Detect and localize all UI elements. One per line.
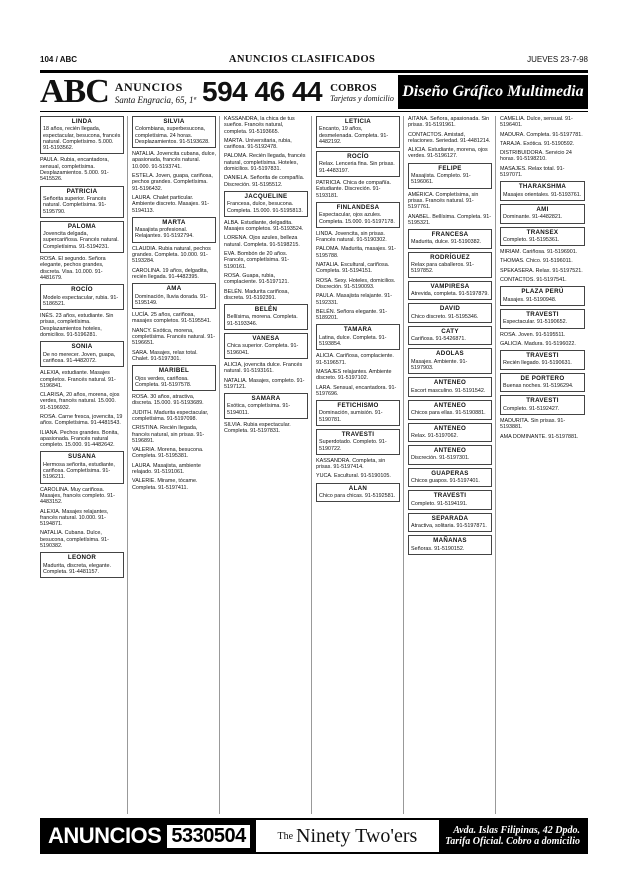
classified-ad-text: Espectacular. 91-5190652. [503, 319, 568, 326]
classified-ad [132, 447, 216, 460]
classified-ad [500, 141, 585, 147]
banner-address: Santa Engracia, 65, 1ª [114, 94, 197, 105]
classified-ad [408, 535, 492, 555]
page-header [40, 52, 588, 66]
classified-ad-heading: MARIBEL [158, 367, 190, 375]
classified-ad-text: Cariñosa. 91-5426871. [411, 336, 466, 343]
classified-ad-text: INÉS. 23 años, estudiante. Sin prisas, completísima. Desplazamientos hoteles, domicilios. 91-5196281. [40, 313, 114, 339]
classified-ad-text: Completo. 91-5194191. [411, 500, 468, 507]
classified-ad [224, 378, 308, 391]
classified-ad [40, 487, 124, 506]
classified-ad-heading: TRAVESTI [433, 492, 467, 500]
classified-ad-text: DANIELA. Señorita de compañía. Discreción. 91-5195512. [224, 175, 305, 188]
classified-ad-heading: PATRICIA [66, 187, 98, 195]
classified-ad-heading: FELIPE [438, 164, 462, 172]
classified-ad [316, 429, 400, 455]
classified-ad [408, 116, 492, 129]
classified-ad [132, 151, 216, 170]
classified-ad-text: ALEXIA, estudiante. Masajes completos. Francés natural. 91-5196841. [40, 370, 116, 389]
classified-ad [40, 157, 124, 182]
classified-ad [316, 385, 400, 398]
classified-ad [408, 513, 492, 533]
classified-ad [132, 268, 216, 281]
classified-ad-heading: SEPARADA [431, 514, 469, 522]
classified-ad-text: EVA. Bombón de 20 años. Francés, completísima. 91-5190161. [224, 251, 290, 270]
classified-ad-text: ALBA. Estudiante, delgadita. Masajes completos. 91-5193524. [224, 219, 304, 233]
classified-ad-text: Chica superior. Completa. 91-5196041. [227, 343, 299, 356]
classified-ad [224, 289, 308, 302]
classified-ad-heading: PLAZA PERÚ [521, 288, 564, 296]
classified-ad-text: Exótica, completísima. 91-5194011. [227, 403, 291, 416]
classified-ad-heading: VAMPIRESA [430, 282, 470, 290]
banner-cobros [330, 82, 394, 103]
classified-ad-heading: FINLANDESA [336, 203, 380, 211]
classified-ad-text: MARTA. Universitaria, rubia, cariñosa. 91-5192478. [224, 137, 292, 151]
classified-ad [224, 138, 308, 151]
classified-ad [224, 153, 308, 172]
classified-ad-heading: VANESA [252, 335, 280, 343]
classified-ad-heading: ALAN [348, 484, 368, 492]
classified-ad [316, 116, 400, 148]
classified-ad-text: ALEXIA. Masajes relajantes, francés natural. 10.000. 91-5194871. [40, 508, 109, 528]
classified-ad-text: SARA. Masajes, relax total. Chalet. 91-5197301. [132, 349, 198, 362]
classified-ad-text: Madurita, dulce. 91-5190382. [411, 239, 482, 246]
classified-ad [40, 392, 124, 411]
classified-ad [224, 304, 308, 330]
classified-ad-heading: PALOMA [67, 222, 97, 230]
classified-ad [40, 414, 124, 427]
classified-ad [500, 181, 585, 201]
classified-ad-text: ALICIA. Cariñosa, complaciente. 91-5196571. [316, 353, 394, 366]
classified-ad-heading: THARAKSHMA [518, 183, 567, 191]
classified-ad-text: ALICIA. Estudiante, morena, ojos verdes. 91-5196127. [408, 147, 488, 160]
classified-ad [316, 151, 400, 177]
classified-ad [316, 293, 400, 306]
classified-ad-heading: SILVIA [163, 118, 185, 125]
classified-ad-text: Dominante. 91-4482821. [503, 214, 563, 221]
classified-ad-text: CONTACTOS. 91-5197541. [500, 277, 567, 284]
classified-ad-text: Chico discreto. 91-5195346. [411, 313, 479, 320]
classified-ad-text: ROSA. Sexy. Hoteles, domicilios. Discreción. 91-5190093. [316, 277, 396, 290]
classified-ad-heading: DAVID [439, 305, 461, 313]
classified-ad-heading: TRAVESTI [526, 397, 559, 405]
classified-ad [40, 530, 124, 549]
classified-ad [500, 116, 585, 129]
classified-ad [224, 191, 308, 217]
classified-ad [40, 284, 124, 310]
classified-ad [500, 249, 585, 255]
classified-ad-text: AITANA. Señora, apasionada. Sin prisas. 91-5191961. [408, 116, 490, 129]
classified-ad [224, 235, 308, 248]
classified-ad [40, 509, 124, 528]
classified-ad-text: Masajes. Ambiente. 91-5197903. [411, 358, 468, 372]
classified-ad-heading: JACQUELINE [244, 192, 288, 200]
classified-ad [500, 373, 585, 393]
classified-ad [500, 277, 585, 283]
classified-ad-heading: FRANCESA [431, 231, 469, 239]
classified-ad [316, 353, 400, 366]
classified-ad [40, 313, 124, 338]
classified-ad-text: MASAJES relajantes. Ambiente discreto. 91-5197102. [316, 368, 392, 382]
classified-ad-text: MASAJES. Relax total. 91-5197071. [500, 165, 565, 179]
footer-tarifa: Tarifa Oficial. Cobro a domicilio [445, 836, 580, 847]
classifieds-column [224, 116, 312, 814]
classified-ad [40, 116, 124, 154]
classified-ad-text: TARAJA. Exótica. 91-5190592. [500, 140, 575, 147]
classified-ad [224, 116, 308, 135]
classified-ad-text: MIRIAM. Cariñosa. 91-5196901. [500, 249, 578, 256]
classified-ad [40, 552, 124, 578]
classified-ad-text: PAULA. Masajista relajante. 91-5192331. [316, 293, 393, 306]
classified-ad-text: Francesa, dulce, besucona. Completa. 15.000. 91-5195813. [227, 201, 303, 214]
classified-ad [316, 324, 400, 350]
footer-address-block [439, 820, 586, 852]
classified-ad [500, 341, 585, 347]
classified-ad-text: Madurita, discreta, elegante. Completa. 91-4481157. [43, 562, 112, 575]
classified-ad-text: NATALIA. Escultural, cariñosa. Completa. 91-5194151. [316, 262, 390, 275]
classifieds-column [132, 116, 220, 814]
classified-ad [408, 423, 492, 443]
classifieds-column [316, 116, 404, 814]
classified-ad-text: Completo. 91-5192427. [503, 405, 560, 412]
classified-ad-text: Colombiana, superbesucona, completísima. 24 horas. Desplazamientos. 91-5193628. [135, 126, 210, 145]
classified-ad-heading: TAMARA [343, 326, 373, 334]
classified-ad [40, 451, 124, 483]
classified-ad-text: SPEKASERA. Relax. 91-5197521. [500, 267, 583, 274]
classified-ad-text: 18 años, recién llegada, espectacular, besucona, francés natural. Completísimo. 5.000. 91-5193562. [43, 126, 121, 152]
section-title: ANUNCIOS CLASIFICADOS [228, 53, 376, 65]
classified-ad-text: Masajista profesional. Relajantes. 91-5192794. [135, 227, 194, 240]
classified-ad-text: Masajes. 91-5190948. [503, 296, 557, 303]
classified-ad [316, 400, 400, 426]
classified-ad-text: ROSA. 30 años, atractiva, discreta. 15.000. 91-5193689. [132, 394, 204, 407]
banner-phone: 594 46 44 [202, 76, 323, 107]
classified-ad [132, 217, 216, 243]
classified-ad-heading: DE PORTERO [520, 374, 565, 382]
classified-ad [40, 430, 124, 449]
classified-ad [408, 445, 492, 465]
classified-ad-text: NANCY. Exótica, morena, completísima. Francés natural. 91-5196651. [132, 327, 215, 347]
classified-ad-text: NATALIA. Masajes, completo. 91-5197121. [224, 377, 305, 390]
classified-ad-text: De no merecer. Joven, guapa, cariñosa. 91-4482072. [43, 351, 116, 364]
classified-ad-heading: ADOLAS [436, 350, 464, 358]
classified-ad-heading: RODRÍGUEZ [430, 253, 470, 261]
classified-ad [500, 286, 585, 306]
classified-ad [500, 258, 585, 264]
classified-ad-heading: LINDA [71, 118, 93, 125]
classified-ad-text: Atrevida, completa. 91-5197879. [411, 290, 489, 297]
classified-ad [500, 166, 585, 179]
banner-anuncios [115, 80, 196, 105]
classified-ad [316, 202, 400, 228]
classified-ad [408, 400, 492, 420]
classified-ad [408, 303, 492, 323]
classified-ad [132, 312, 216, 325]
classified-ad-text: Atractiva, solitaria. 91-5197871. [411, 523, 487, 530]
classified-ad-text: Relax. Lenceria fina. Sin prisas. 91-4483197. [319, 161, 395, 174]
classified-ad-text: ROSA. Carne fresca, jovencita, 19 años. Completísima. 91-4481543. [40, 413, 123, 427]
classified-ad [500, 332, 585, 338]
classified-ad-text: CLAUDIA. Rubia natural, pechos grandes. Completa. 10.000. 91-5193284. [132, 245, 211, 265]
classified-ad-text: YUCA. Escultural. 91-5190105. [316, 473, 391, 480]
classified-ad [500, 434, 585, 440]
classified-ad [316, 180, 400, 199]
classified-ad-heading: ROCÍO [71, 286, 93, 294]
classified-ad-text: PATRICIA. Chica de compañía. Estudiante. Discreción. 91-5193181. [316, 180, 391, 199]
classified-ad-text: Dominación, sumisión. 91-5190781. [319, 410, 383, 423]
footer-brand-name: Ninety Two'ers [296, 824, 418, 847]
classified-ad-heading: SAMARA [251, 395, 281, 403]
classified-ad-text: Espectacular, ojos azules. Completa. 15.000. 91-5197178. [319, 212, 395, 225]
classified-ad [408, 252, 492, 278]
classified-ad-text: Relax. 91-5197062. [411, 432, 459, 439]
classified-ad-text: LAURA. Chalet particular. Ambiente discreto. Masajes. 91-5194113. [132, 194, 210, 214]
classified-ad [224, 220, 308, 233]
classified-ad-heading: MARTA [162, 218, 186, 226]
classified-ad-text: LAURA. Masajista, ambiente relajado. 91-5191061. [132, 462, 201, 476]
classified-ad [408, 229, 492, 249]
classified-ad-text: Discreción. 91-5197301. [411, 455, 470, 462]
classified-ad [500, 227, 585, 247]
classified-ad [316, 309, 400, 322]
footer-anuncios-block [42, 820, 256, 852]
classified-ad [224, 273, 308, 286]
classified-ad-heading: ANTENEO [433, 401, 467, 409]
classified-ad [316, 246, 400, 259]
classified-ad-heading: ANTENEO [433, 379, 467, 387]
classified-ad [40, 221, 124, 253]
classified-ad [500, 418, 585, 431]
classified-ad-heading: FETICHISMO [337, 402, 379, 410]
classified-ad-text: KASSANDRA. Completa, sin prisas. 91-5197414. [316, 457, 386, 471]
classifieds-grid [40, 116, 588, 814]
classified-ad-heading: TRAVESTI [526, 352, 559, 360]
classified-ad-text: PALOMA. Madurita, masajes. 91-5195788. [316, 246, 396, 259]
classified-ad [500, 309, 585, 329]
classified-ad-text: Jovencita delgada, supercariñosa. Francés natural. Completísima. 91-5194231. [43, 231, 119, 250]
classified-ad-text: Masajes orientales. 91-5193761. [503, 191, 582, 198]
classified-ad-text: ESTELA. Joven, guapa, cariñosa, pechos grandes. Completísima. 91-5196432. [132, 173, 213, 192]
classified-ad-text: Masajista. Completo. 91-5196061. [411, 173, 471, 186]
classified-ad-text: DISTRIBUIDORA. Servicio 24 horas. 91-5198210. [500, 150, 572, 163]
classified-ad-text: Modelo espectacular, rubia. 91-5186521. [43, 294, 119, 307]
classified-ad [132, 478, 216, 491]
classified-ad-text: Relax para caballeros. 91-5197852. [411, 262, 474, 275]
banner-cobros-label: COBROS [330, 81, 377, 94]
classified-ad-text: LINDA. Jovencita, sin prisas. Francés natural. 91-5190302. [316, 230, 387, 244]
classified-ad-text: VALERIA. Morena, besucona. Completa. 91-5195381. [132, 447, 204, 460]
classified-ad [500, 350, 585, 370]
classified-ad [500, 204, 585, 224]
banner-cobros-sub: Tarjetas y domicilio [330, 93, 394, 103]
classified-ad-heading: AMI [536, 205, 549, 213]
classified-ad-text: Completo. 91-5195361. [503, 236, 560, 243]
classified-ad [316, 458, 400, 471]
classified-ad [132, 394, 216, 407]
classified-ad-text: Bellísima, morena. Completa. 91-5193346. [227, 314, 298, 327]
classified-ad-text: CONTACTOS. Amistad, relaciones. Seriedad. 91-4481214. [408, 131, 491, 144]
page-number: 104 / ABC [40, 54, 78, 64]
classified-ad [132, 116, 216, 148]
classified-ad-text: Encanto, 19 años, desmelenada. Completa. 91-4482192. [319, 126, 389, 145]
classified-ad-heading: GUAPERAS [431, 469, 469, 477]
classified-ad [316, 473, 400, 479]
classified-ad [316, 231, 400, 244]
classified-ad [408, 163, 492, 189]
classified-ad-text: SILVIA. Rubia espectacular. Completa. 91-5197831. [224, 421, 291, 435]
classified-ad-heading: BELÉN [254, 306, 278, 314]
classified-ad-text: Buenas noches. 91-5196294. [503, 383, 574, 390]
classified-ad [132, 410, 216, 423]
classified-ad [224, 251, 308, 270]
footer-advert [40, 818, 588, 854]
classified-ad-heading: SUSANA [68, 453, 96, 461]
classified-ad-heading: LEONOR [67, 554, 97, 562]
classified-ad-text: ROSA. Joven. 91-5195511. [500, 331, 566, 338]
classified-ad-text: BELÉN. Madurita cariñosa, discreta. 91-5192391. [224, 288, 290, 301]
abc-logo: ABC [40, 73, 109, 110]
classified-ad-text: Ojos verdes, cariñosa. Completa. 91-5197578. [135, 375, 192, 388]
classified-ad-text: Dominación, lluvia dorada. 91-5195149. [135, 293, 208, 306]
classified-ad-text: NATALIA. Jovencita cubana, dulce, apasionada, francés natural. 10.000. 91-5193741. [132, 151, 216, 170]
classified-ad-text: Chico para chicas. 91-5192581. [319, 493, 396, 500]
classified-ad [132, 350, 216, 363]
classified-ad [408, 377, 492, 397]
classified-ad [132, 328, 216, 347]
classified-ad-text: Escort masculino. 91-5191542. [411, 387, 486, 394]
classified-ad-text: AMÉRICA. Completísima, sin prisas. Francés natural. 91-5197761. [408, 191, 479, 211]
classified-ad-text: Señorita superior. Francés natural. Completísima. 91-5195790. [43, 195, 107, 215]
classified-ad-text: ROSA. El segundo. Señora elegante, pechos grandes, discreta. Visa. 10.000. 91-4481679. [40, 256, 106, 281]
classified-ad [408, 281, 492, 301]
classified-ad [408, 147, 492, 160]
classified-ad-text: Señoras. 91-5190152. [411, 545, 465, 552]
footer-brand [256, 820, 439, 852]
classified-ad-text: NATALIA. Cubana. Dulce, besucona, completísima. 91-5190382. [40, 530, 109, 550]
classified-ad [132, 365, 216, 391]
classified-ad-text: KASSANDRA, la chica de tus sueños. Francés natural, completa. 91-5193665. [224, 116, 295, 135]
classified-ad [316, 278, 400, 291]
classified-ad [316, 483, 400, 503]
classified-ad [132, 195, 216, 214]
classified-ad-text: Chicos para ellas. 91-5190881. [411, 410, 486, 417]
classified-ad [132, 425, 216, 444]
classified-ad-heading: TRANSEX [526, 228, 559, 236]
classified-ad-text: Latina, dulce. Completa. 91-5193854. [319, 334, 387, 348]
footer-anuncios: ANUNCIOS [48, 823, 162, 848]
issue-date: JUEVES 23-7-98 [527, 54, 588, 64]
classified-ad [40, 370, 124, 389]
classified-ad-text: GALICIA. Madura. 91-5196022. [500, 340, 576, 347]
classified-ad-text: ALICIA, jovencita dulce. Francés natural. 91-5193161. [224, 361, 303, 375]
classified-ad-text: CAMELIA. Dulce, sensual. 91-5196401. [500, 116, 573, 129]
classified-ad-heading: CATY [441, 327, 459, 335]
classified-ad [408, 192, 492, 211]
classified-ad-text: LUCÍA. 25 años, cariñosa, masajes completos. 91-5195541. [132, 312, 212, 325]
classified-ad-text: AMA DOMINANTE. 91-5197881. [500, 433, 579, 440]
classified-ad-text: VALERIE. Mirame, tócame. Completa. 91-5197411. [132, 478, 198, 491]
classified-ad [40, 256, 124, 281]
classified-ad-text: MADURA. Completa. 91-5197781. [500, 131, 583, 138]
classified-ad-text: Recién llegado. 91-5190631. [503, 360, 572, 367]
classified-ad-heading: TRAVESTI [526, 310, 559, 318]
classified-ad-text: LORENA. Ojos azules, belleza natural. Completa. 91-5198215. [224, 235, 300, 248]
classified-ad-text: Chicos guapos. 91-5197401. [411, 477, 480, 484]
classified-ad [316, 262, 400, 275]
classified-ad [408, 214, 492, 227]
classified-ad-text: CLARISA, 20 años, morena, ojos verdes, francés natural. 15.000. 91-5196932. [40, 392, 120, 411]
classified-ad [40, 186, 124, 218]
classifieds-column [500, 116, 588, 814]
classified-ad [132, 173, 216, 192]
classified-ad-heading: TRAVESTI [341, 430, 375, 438]
classified-ad [500, 150, 585, 163]
classified-ad-heading: SONIA [71, 343, 93, 351]
classified-ad-text: MADURITA. Sin prisas. 91-5193881. [500, 417, 566, 431]
classified-ad-text: Hermosa señorita, estudiante, cariñosa. Completísima. 91-5196211. [43, 461, 115, 481]
classified-ad-text: PALOMA. Recién llegada, francés natural, completísima. Hoteles, domicilios. 91-5197831. [224, 153, 306, 173]
classified-ad-heading: ANTENEO [433, 447, 467, 455]
classified-ad [224, 175, 308, 188]
classified-ad [132, 463, 216, 476]
classified-ad-heading: LETICIA [344, 118, 372, 125]
footer-phone: 5330504 [167, 825, 249, 848]
classified-ad-text: ROSA. Guapa, rubia, complaciente. 91-5197121. [224, 272, 290, 286]
classified-ad [132, 246, 216, 265]
classified-ad-text: CAROLINA. Muy cariñosa. Masajes, francés completo. 91-4483152. [40, 486, 115, 506]
classified-ad [224, 362, 308, 375]
classified-ad-heading: MAÑANAS [433, 537, 467, 545]
classified-ad [500, 395, 585, 415]
classified-ad-text: THOMAS. Chico. 91-5196011. [500, 258, 573, 265]
classified-ad-text: ILIANA. Pechos grandes. Bonita, apasionada. Francés natural completo. 15.000. 91-4482642. [40, 429, 119, 449]
classified-ad [500, 132, 585, 138]
footer-address: Avda. Islas Filipinas, 42 Dpdo. [453, 825, 580, 836]
classified-ad [408, 468, 492, 488]
classified-ad [224, 393, 308, 419]
classified-ad-text: ANABEL. Bellísima. Completa. 91-5195321. [408, 213, 491, 226]
classified-ad [408, 132, 492, 145]
classifieds-column [408, 116, 496, 814]
classified-ad [224, 333, 308, 359]
footer-brand-the: The [277, 830, 294, 842]
classified-ad [500, 268, 585, 274]
classified-ad-text: CRISTINA. Recién llegada, francés natural, sin prisas. 91-5196891. [132, 425, 205, 444]
classified-ad [40, 341, 124, 367]
classified-ad [224, 422, 308, 435]
classified-ad-heading: AMA [166, 285, 182, 293]
classified-ad-text: BELÉN. Señora elegante. 91-5189201. [316, 308, 388, 322]
classified-ad-text: JUDITH. Madurita espectacular, completísima. 91-5197098. [132, 409, 209, 422]
banner-anuncios-label: ANUNCIOS [114, 79, 183, 94]
classified-ad-text: Superdotado. Completo. 91-5190722. [319, 439, 387, 452]
classified-ad-text: PAULA. Rubia, encantadora, sensual, completísima. Desplazamientos. 5.000. 91-5415526. [40, 157, 109, 183]
classified-ad [408, 326, 492, 346]
classified-ad [132, 283, 216, 309]
advertising-banner [40, 70, 588, 112]
classified-ad [316, 369, 400, 382]
classified-ad-heading: ROCÍO [347, 153, 369, 161]
classified-ad-text: CAROLINA. 19 años, delgadita, recién llegada. 91-4482395. [132, 267, 209, 280]
classified-ad [408, 348, 492, 374]
classified-ad-heading: ANTENEO [433, 424, 467, 432]
classified-ad-text: LARA. Sensual, encantadora. 91-5197696. [316, 384, 397, 397]
classified-ad [408, 490, 492, 510]
banner-promo: Diseño Gráfico Multimedia [398, 75, 588, 109]
classifieds-column [40, 116, 128, 814]
